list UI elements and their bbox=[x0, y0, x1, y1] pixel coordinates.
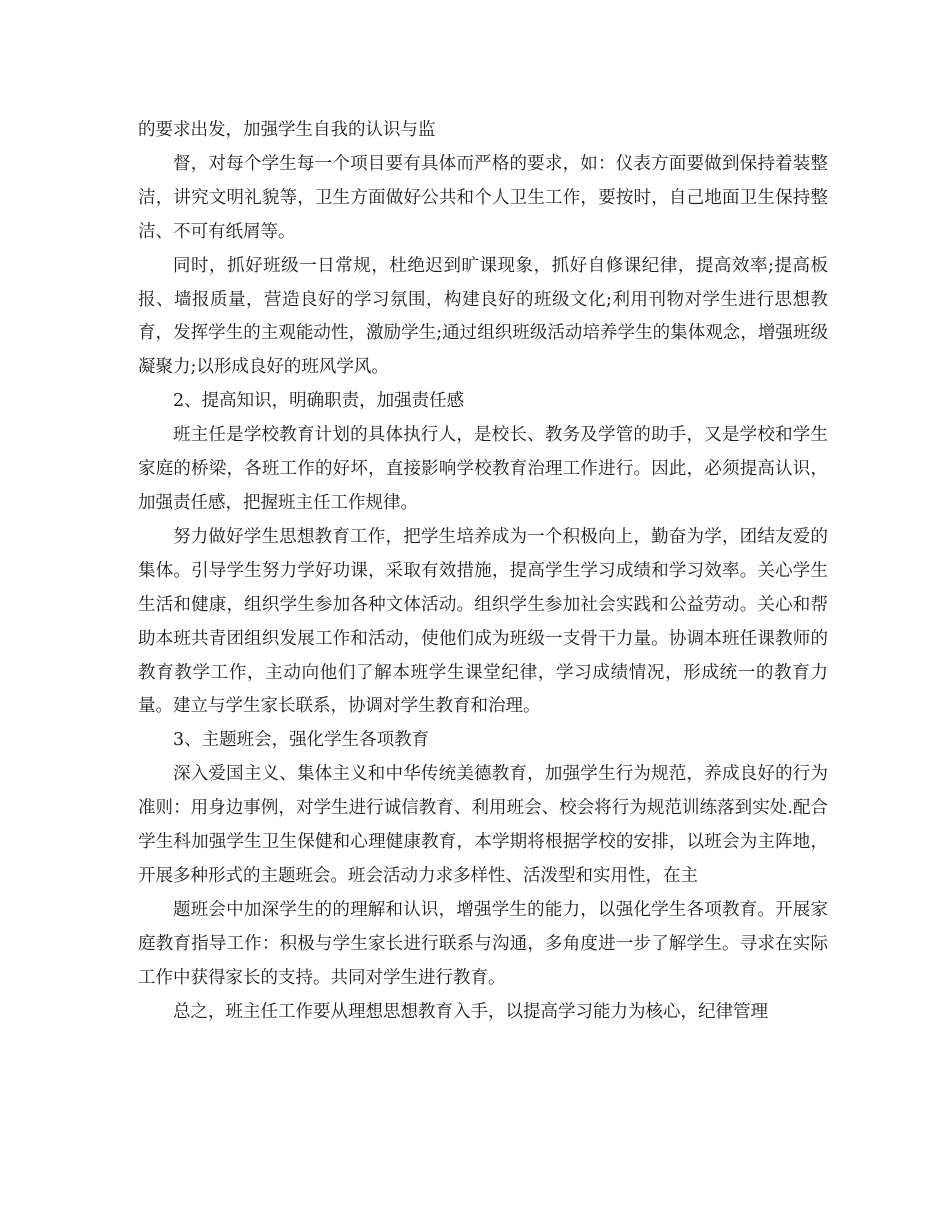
paragraph: 同时，抓好班级一日常规，杜绝迟到旷课现象，抓好自修课纪律，提高效率;提高板报、墙报质量，营造良好的学习氛围，构建良好的班级文化;利用刊物对学生进行思想教育，发挥学生的主观能动性，激励学生;通过组织班级活动培养学生的集体观念，增强班级凝聚力;以形成良好的班风学风。 bbox=[138, 255, 828, 378]
paragraph-continuation: 的要求出发，加强学生自我的认识与监 bbox=[138, 120, 436, 140]
paragraph: 深入爱国主义、集体主义和中华传统美德教育，加强学生行为规范，养成良好的行为准则：用身边事例，对学生进行诚信教育、利用班会、校会将行为规范训练落到实处.配合学生科加强学生卫生保健和心理健康教育，本学期将根据学校的安排，以班会为主阵地，开展多种形式的主题班会。班会活动力求多样性、活泼型和实用性，在主 bbox=[138, 764, 828, 886]
paragraph: 总之，班主任工作要从理想思想教育入手，以提高学习能力为核心，纪律管理 bbox=[173, 1001, 768, 1022]
document-body bbox=[138, 114, 828, 1029]
paragraph: 班主任是学校教育计划的具体执行人，是校长、教务及学管的助手，又是学校和学生家庭的桥梁，各班工作的好坏，直接影响学校教育治理工作进行。因此，必须提高认识，加强责任感，把握班主任工作规律。 bbox=[138, 425, 828, 513]
paragraph: 努力做好学生思想教育工作，把学生培养成为一个积极向上，勤奋为学，团结友爱的集体。引导学生努力学好功课，采取有效措施，提高学生学习成绩和学习效率。关心学生生活和健康，组织学生参加各种文体活动。组织学生参加社会实践和公益劳动。关心和帮助本班共青团组织发展工作和活动，使他们成为班级一支骨干力量。协调本班任课教师的教育教学工作，主动向他们了解本班学生课堂纪律，学习成绩情况，形成统一的教育力量。建立与学生家长联系，协调对学生教育和治理。 bbox=[138, 526, 828, 717]
section-heading: 3、主题班会，强化学生各项教育 bbox=[173, 730, 430, 751]
paragraph: 题班会中加深学生的的理解和认识，增强学生的能力，以强化学生各项教育。开展家庭教育指导工作：积极与学生家长进行联系与沟通，多角度进一步了解学生。寻求在实际工作中获得家长的支持。共同对学生进行教育。 bbox=[138, 899, 828, 988]
paragraph: 督，对每个学生每一个项目要有具体而严格的要求，如：仪表方面要做到保持着装整洁，讲究文明礼貌等，卫生方面做好公共和个人卫生工作，要按时，自己地面卫生保持整洁、不可有纸屑等。 bbox=[138, 153, 828, 242]
section-heading: 2、提高知识，明确职责，加强责任感 bbox=[173, 391, 465, 412]
